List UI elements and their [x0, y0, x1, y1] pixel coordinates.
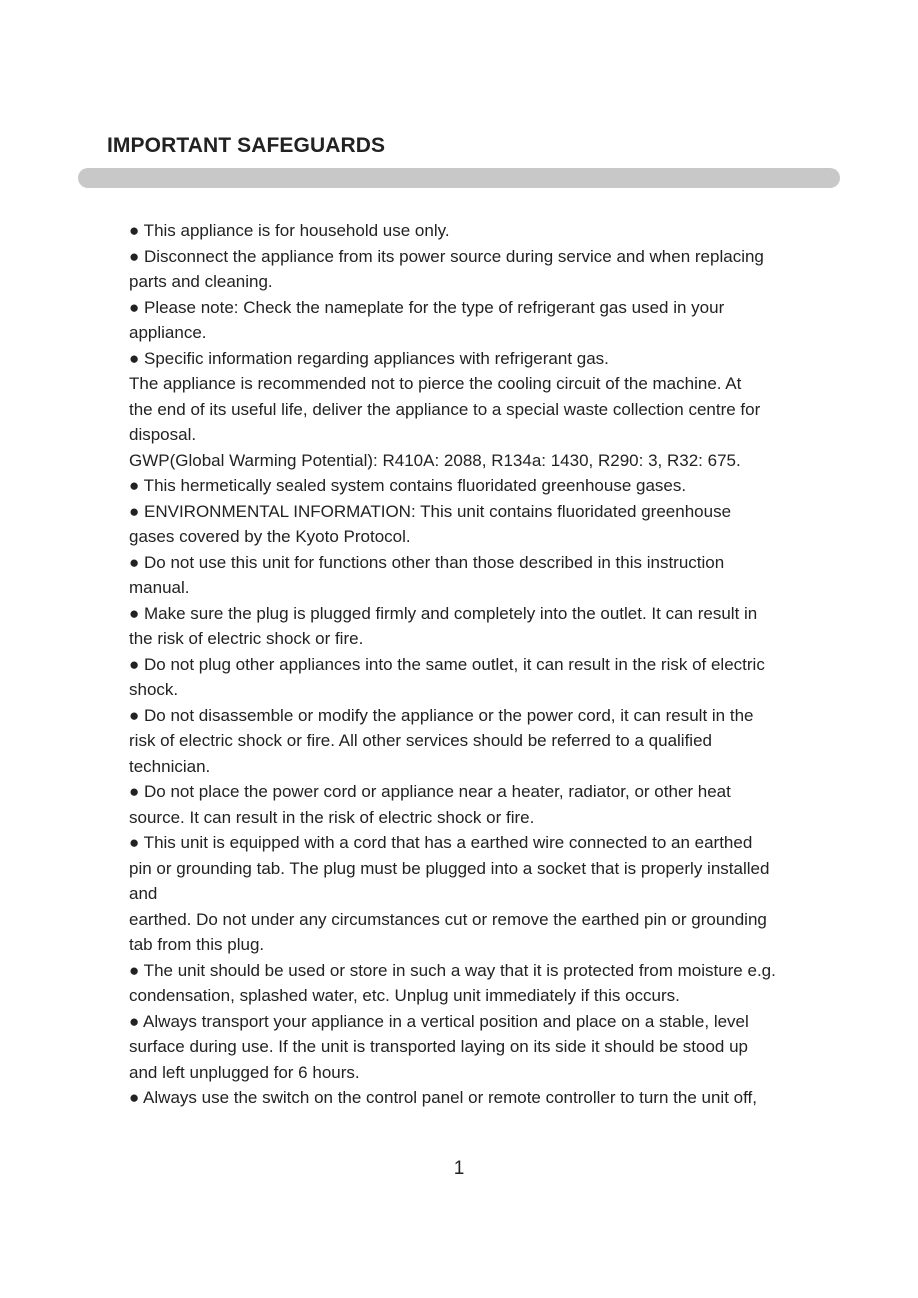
text-line: GWP(Global Warming Potential): R410A: 2088, R134a: 1430, R290: 3, R32: 675.	[129, 450, 741, 470]
text-line: disposal.	[129, 425, 197, 444]
text-line: ● Do not disassemble or modify the appliance or the power cord, it can result in the	[129, 705, 754, 725]
text-line: and	[129, 884, 158, 903]
text-line: earthed. Do not under any circumstances cut or remove the earthed pin or grounding	[129, 909, 767, 929]
text-line: appliance.	[129, 323, 207, 342]
text-line: condensation, splashed water, etc. Unplug unit immediately if this occurs.	[129, 986, 680, 1005]
text-line: manual.	[129, 578, 190, 597]
text-line: ● ENVIRONMENTAL INFORMATION: This unit contains fluoridated greenhouse	[129, 501, 732, 521]
text-line: ● Do not use this unit for functions other than those described in this instruction	[129, 552, 725, 572]
text-line: ● Do not plug other appliances into the same outlet, it can result in the risk of electric	[129, 654, 765, 674]
text-line: ● This hermetically sealed system contains fluoridated greenhouse gases.	[129, 476, 687, 495]
text-line: parts and cleaning.	[129, 272, 273, 291]
text-line: ● This unit is equipped with a cord that has a earthed wire connected to an earthed	[129, 833, 753, 852]
text-line: ● Do not place the power cord or appliance near a heater, radiator, or other heat	[129, 782, 731, 801]
page-title: IMPORTANT SAFEGUARDS	[107, 134, 386, 157]
text-line: ● The unit should be used or store in such a way that it is protected from moisture e.g.	[129, 960, 776, 980]
text-line: ● Make sure the plug is plugged firmly and completely into the outlet. It can result in	[129, 603, 758, 623]
text-line: The appliance is recommended not to pierce the cooling circuit of the machine. At	[129, 374, 742, 393]
text-line: the end of its useful life, deliver the appliance to a special waste collection centre for	[129, 399, 761, 419]
text-line: ● Specific information regarding appliances with refrigerant gas.	[129, 348, 609, 368]
section-divider-bar	[78, 168, 840, 188]
text-line: tab from this plug.	[129, 935, 265, 954]
text-line: gases covered by the Kyoto Protocol.	[129, 527, 411, 546]
text-line: the risk of electric shock or fire.	[129, 629, 364, 648]
text-line: shock.	[129, 680, 179, 699]
text-line: source. It can result in the risk of electric shock or fire.	[129, 807, 535, 827]
text-line: and left unplugged for 6 hours.	[129, 1062, 360, 1082]
safeguards-text-block	[129, 218, 814, 1111]
text-line: ● Always transport your appliance in a vertical position and place on a stable, level	[129, 1011, 749, 1031]
text-line: ● Please note: Check the nameplate for the type of refrigerant gas used in your	[129, 297, 725, 317]
text-line: risk of electric shock or fire. All other services should be referred to a qualified	[129, 731, 712, 750]
text-line: pin or grounding tab. The plug must be plugged into a socket that is properly installed	[129, 858, 770, 878]
page-number: 1	[453, 1158, 465, 1179]
text-line: ● This appliance is for household use only.	[129, 221, 450, 240]
text-line: technician.	[129, 756, 211, 776]
text-line: surface during use. If the unit is transported laying on its side it should be stood up	[129, 1037, 748, 1056]
text-line: ● Disconnect the appliance from its power source during service and when replacing	[129, 246, 764, 266]
text-line: ● Always use the switch on the control panel or remote controller to turn the unit off,	[129, 1088, 757, 1107]
